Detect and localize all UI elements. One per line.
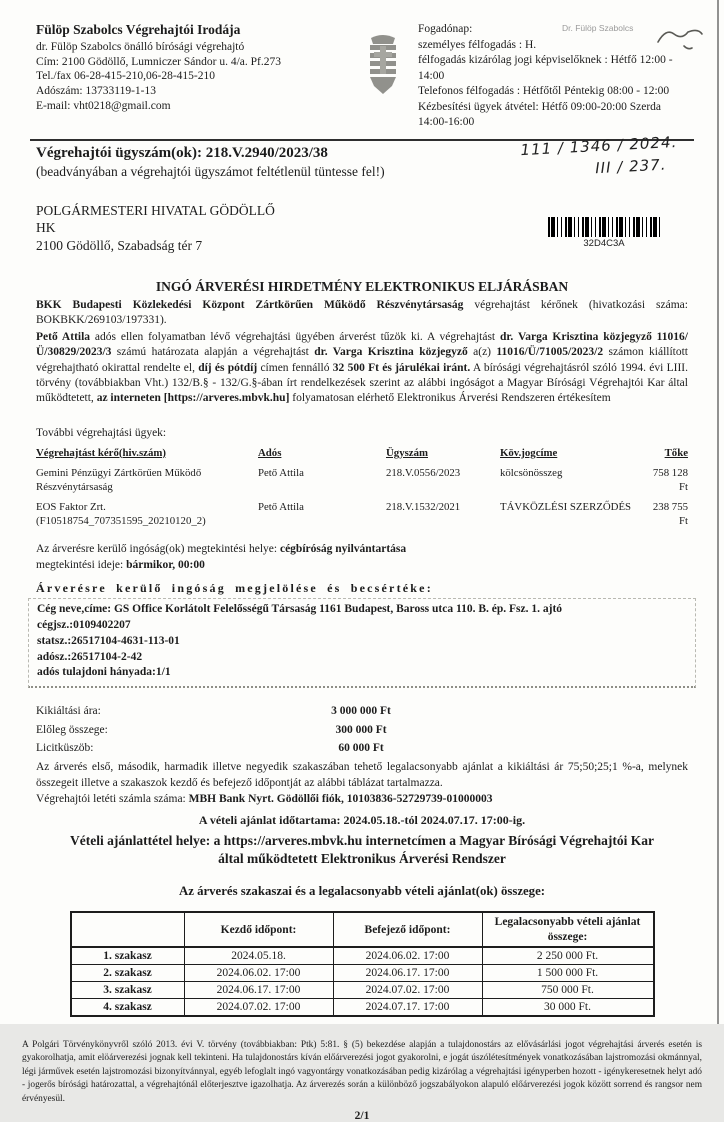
table-row (71, 982, 654, 999)
inspection-time: megtekintési ideje: bármikor, 00:00 (36, 558, 205, 571)
table-cell-creditor: EOS Faktor Zrt. (F10518754_707351595_20210120_2) (36, 500, 206, 527)
table-cell-principal: 758 128 Ft (652, 466, 688, 493)
phase-end: 2024.07.02. 17:00 (333, 982, 482, 999)
table-row (71, 999, 654, 1017)
bailiff-office-name: Fülöp Szabolcs Végrehajtói Irodája (36, 22, 241, 37)
notice-title: INGÓ ÁRVERÉSI HIRDETMÉNY ELEKTRONIKUS ELJÁRÁSBAN (155, 278, 569, 294)
barcode-block (548, 217, 660, 249)
table-row (71, 965, 654, 982)
col-header-creditor: Végrehajtást kérő(hiv.szám) (36, 446, 166, 459)
bailiff-phone: Tel./fax 06-28-415-210,06-28-415-210 (36, 70, 216, 83)
col-header-principal: Tőke (664, 446, 688, 459)
phase-end: 2024.06.17. 17:00 (333, 965, 482, 982)
phase-name: 2. szakasz (71, 965, 185, 982)
phase-name: 4. szakasz (71, 999, 185, 1017)
price-label: Előleg összege: (36, 723, 108, 736)
inspection-info (36, 541, 688, 573)
phase-end: 2024.06.02. 17:00 (333, 947, 482, 965)
table-cell-debtor: Pető Attila (258, 466, 304, 479)
price-row-bid-threshold (36, 739, 688, 757)
office-hours-line: Kézbesítési ügyek átvétel: Hétfő 09:00-20:00 Szerda 14:00-16:00 (418, 100, 662, 129)
col-header-case-number: Ügyszám (386, 446, 428, 459)
asset-description-box (28, 598, 696, 688)
asset-company-name: Cég neve,címe: GS Office Korlátolt Felelősségű Társaság 1161 Budapest, Baross utca 110. B. ép. Fsz. 1. ajtó (37, 602, 563, 615)
barcode-icon (548, 217, 660, 237)
asset-company-reg-number: cégjsz.:0109402207 (37, 618, 131, 631)
price-row-advance (36, 721, 688, 739)
col-header-debtor: Adós (258, 446, 282, 459)
table-cell-creditor: Gemini Pénzügyi Zártkörűen Működő Részvénytársaság (36, 466, 202, 493)
bailiff-office-block (36, 22, 354, 114)
case-number-note: (beadványában a végrehajtói ügyszámot feltétlenül tüntesse fel!) (36, 163, 385, 179)
bailiff-address: Cím: 2100 Gödöllő, Lumniczer Sándor u. 4/a. Pf.273 (36, 55, 281, 68)
asset-tax-number: adósz.:26517104-2-42 (37, 650, 143, 663)
asset-section-heading: Árverésre kerülő ingóság megjelölése és becsértéke: (36, 580, 433, 595)
asset-ownership-share: adós tulajdoni hányada:1/1 (37, 666, 171, 679)
bailiff-line: dr. Fülöp Szabolcs önálló bírósági végrehajtó (36, 41, 245, 53)
table-cell-claim: kölcsönösszeg (500, 466, 563, 479)
recipient-address: 2100 Gödöllő, Szabadság tér 7 (36, 237, 203, 253)
table-cell-claim: TÁVKÖZLÉSI SZERZŐDÉS (500, 500, 632, 513)
legal-notice-paragraph: A Polgári Törvénykönyvről szóló 2013. évi V. törvény (továbbiakban: Ptk) 5:81. § (5) bekezdése alapján a tulajdonostárs az elővásárlási jogot végrehajtási árverés esetén is gyakorolhatja, amit elöárverezési jognak kell tekinteni. Ha tulajdonostárs kíván előárverezési jogot gyakorolni, e jogát úszólétesítmények vonatkozásában lajstromozási okmánnyal, légi járművek esetén lajstromozási bizonyítvánnyal, egyéb lefoglalt ingó vagyontárgy vonatkozásában pedig kizárólag a végrehajtási igényperben hozott - igénykeresetnek helyt adó - jogerős bírósági határozattal, a végrehajtónál előterjesztve igazolhatja. Az árverezés során a különböző jogszabályokon alapuló előárverezési jogok között sorrend és rangsor nem érvényesül. (22, 1040, 702, 1104)
deposit-account-line: Végrehajtói letéti számla száma: MBH Bank Nyrt. Gödöllői fiók, 10103836-52729739-01000003 (36, 792, 493, 805)
phase-min-bid: 1 500 000 Ft. (482, 965, 654, 982)
signature-icon (654, 24, 706, 54)
table-cell-case-number: 218.V.0556/2023 (386, 466, 461, 479)
related-cases-table (36, 445, 688, 533)
phase-start: 2024.06.02. 17:00 (184, 965, 333, 982)
col-header-claim-title: Köv.jogcíme (500, 446, 558, 459)
bid-period-line: A vételi ajánlat időtartama: 2024.05.18.-tól 2024.07.17. 17:00-ig. (198, 812, 526, 827)
document-header (36, 22, 688, 131)
page-number: 2/1 (354, 1109, 370, 1122)
bailiff-tax-number: Adószám: 13733119-1-13 (36, 85, 156, 98)
bid-place-line: Vételi ajánlattétel helye: a https://arveres.mbvk.hu internetcímen a Magyar Bírósági Végrehajtói Kar által működtetett Elektronikus Árverési Rendszer (70, 832, 654, 867)
price-row-starting-price (36, 702, 688, 720)
phase-col-header-end: Befejező időpont: (333, 912, 482, 947)
phase-name: 1. szakasz (71, 947, 185, 965)
minimum-bid-paragraph: Az árverés első, második, harmadik illetve negyedik szakaszában tehető legalacsonyabb ajánlat a kikiáltási ár 75;50;25;1 %-a, melynek összegeit illetve a szakaszok kezdő és befejező időpontját az alábbi táblázat tartalmazza. (36, 761, 688, 789)
inspection-place: Az árverésre kerülő ingóság(ok) megtekintési helye: cégbíróság nyilvántartása (36, 542, 407, 555)
price-value: 3 000 000 Ft (331, 705, 391, 718)
auction-announcement-paragraph: Pető Attila adós ellen folyamatban lévő végrehajtási ügyében árverést tűzök ki. A végrehajtást dr. Varga Krisztina közjegyző 11016/Ü/30829/2023/3 számú határozata alapján a végrehajtást dr. Varga Krisztina közjegyző a(z) 11016/Ü/71005/2023/2 számon kiállított végrehajtható okirattal rendelte el, díj és pótdíj címen fennálló 32 500 Ft és járulékai iránt. A bírósági végrehajtásról szóló 1994. évi LIII. törvény (továbbiakban Vht.) 132/B.§ - 132/G.§-ában írt rendelkezések szerint az alábbi ingóságot a Magyar Bírósági Végrehajtói Kar által működtetett, az interneten [https://arveres.mbvk.hu] folyamatosan elérhető Elektronikus Árverési Rendszeren értékesítem (36, 331, 689, 405)
barcode-text: 32D4C3A (583, 237, 625, 249)
creditor-paragraph: BKK Budapesti Közlekedési Központ Zártkörűen Működő Részvénytársaság végrehajtást kérőnek (hivatkozási száma: BOKBKK/269103/197331). (36, 298, 688, 326)
phase-start: 2024.07.02. 17:00 (184, 999, 333, 1017)
phase-name: 3. szakasz (71, 982, 185, 999)
phase-end: 2024.07.17. 17:00 (333, 999, 482, 1017)
more-cases-label: További végrehajtási ügyek: (36, 426, 167, 439)
phase-col-header-start: Kezdő időpont: (184, 912, 333, 947)
office-hours-line: félfogadás kizárólag jogi képviselőknek : Hétfő 12:00 - 14:00 (418, 54, 673, 82)
bailiff-stamp-name: Dr. Fülöp Szabolcs (562, 23, 634, 33)
phases-table-title: Az árverés szakaszai és a legalacsonyabb vételi ajánlat(ok) összege: (178, 884, 546, 899)
bailiff-email: E-mail: vht0218@gmail.com (36, 99, 171, 112)
office-hours-title: Fogadónap: (418, 23, 473, 35)
table-cell-principal: 238 755 Ft (652, 500, 688, 527)
recipient-line: HK (36, 220, 56, 236)
phase-min-bid: 30 000 Ft. (482, 999, 654, 1017)
phase-col-header-empty (71, 912, 185, 947)
phase-col-header-min-bid: Legalacsonyabb vételi ajánlat összege: (482, 912, 654, 947)
recipient-name: POLGÁRMESTERI HIVATAL GÖDÖLLŐ (36, 202, 275, 218)
price-value: 60 000 Ft (338, 742, 384, 754)
price-list (36, 702, 688, 757)
phase-min-bid: 750 000 Ft. (482, 982, 654, 999)
table-cell-debtor: Pető Attila (258, 500, 304, 513)
table-row (71, 947, 654, 965)
price-label: Licitküszöb: (36, 742, 94, 754)
office-hours-line: Telefonos félfogadás : Hétfőtől Péntekig 08:00 - 12:00 (418, 85, 670, 98)
case-number: Végrehajtói ügyszám(ok): 218.V.2940/2023/38 (36, 144, 328, 161)
phase-start: 2024.05.18. (184, 947, 333, 965)
handwritten-line: 111 / 1346 / 2024. (520, 132, 678, 159)
hungarian-coat-of-arms-icon (354, 22, 412, 99)
phase-start: 2024.06.17. 17:00 (184, 982, 333, 999)
handwritten-line: III / 237. (594, 155, 667, 177)
handwritten-filing-number (520, 133, 679, 181)
auction-phases-table (70, 911, 655, 1017)
office-hours-block (412, 22, 688, 131)
price-label: Kikiáltási ára: (36, 705, 101, 718)
case-number-section (36, 132, 688, 273)
price-value: 300 000 Ft (335, 723, 387, 736)
office-hours-line: személyes félfogadás : H. (418, 38, 537, 51)
table-cell-case-number: 218.V.1532/2021 (386, 500, 461, 513)
phase-min-bid: 2 250 000 Ft. (482, 947, 654, 965)
asset-stat-number: statsz.:26517104-4631-113-01 (37, 634, 180, 647)
